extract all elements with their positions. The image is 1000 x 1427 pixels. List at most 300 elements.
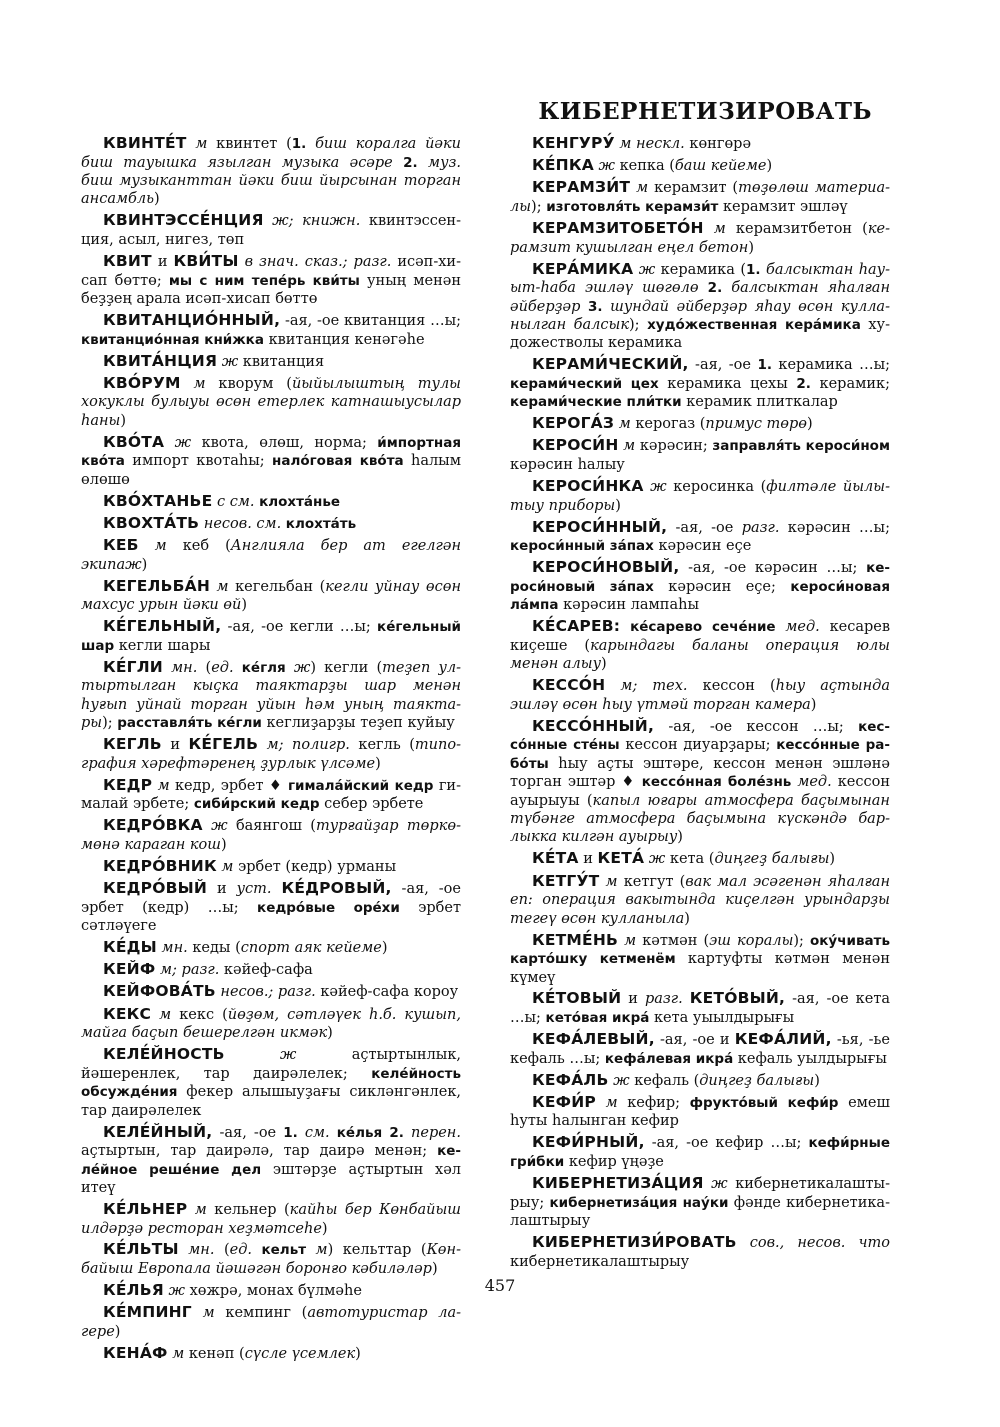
entry-text: кета уыылдырығы	[649, 1010, 795, 1027]
entry-text: кедр, эрбет ♦	[174, 777, 288, 794]
entry-text: Англияла бер ат егелгән экипаж	[81, 538, 461, 573]
dictionary-entry	[81, 134, 461, 209]
entry-text: балсыктан яһалған әйберҙәр	[510, 280, 890, 315]
entry-headword: КЕЙФ	[103, 960, 156, 979]
entry-headword: КЕФИ́РНЫЙ,	[532, 1133, 645, 1152]
entry-text: кегли уйнау өсөн махсус урын йәки өй	[81, 578, 461, 614]
dictionary-entry	[510, 260, 890, 353]
entry-headword: КЕССО́Н	[532, 676, 606, 695]
entry-text: (	[205, 659, 212, 676]
entry-text: кессон (	[702, 678, 776, 695]
entry-text: кефир үңәҙе	[564, 1154, 664, 1171]
entry-text: карындагы баланы операция юлы менән алыу	[510, 637, 890, 673]
entry-text: муз. биш музыканттан йәки биш йырсынан торган ансамбль	[81, 154, 461, 208]
page-number: 457	[484, 1276, 516, 1295]
entry-text: худо́жественная кера́мика	[647, 316, 861, 333]
dictionary-entry	[510, 558, 890, 614]
entry-headword: КЕ́ЛЬНЕР	[103, 1199, 188, 1218]
entry-text: сүсле үсемлек	[244, 1345, 356, 1362]
entry-text: кероси́нный за́пах	[510, 538, 654, 555]
dictionary-entry	[81, 617, 461, 655]
entry-text: художестволы керамика	[510, 316, 890, 352]
entry-headword: КЕРОСИ́НКА	[532, 477, 644, 496]
dictionary-entry	[81, 1045, 461, 1120]
entry-text: ед.	[211, 659, 242, 676]
entry-headword: КЕ́ДРОВЫЙ,	[281, 879, 392, 898]
entry-text: м нескл.	[614, 136, 690, 152]
entry-text: кекс (	[179, 1006, 228, 1023]
entry-headword: КВО́ХТАНЬЕ	[103, 491, 213, 510]
entry-text: ) кельттар (	[327, 1242, 427, 1259]
entry-text: )	[615, 497, 621, 514]
entry-headword: КВИТА́НЦИЯ	[103, 351, 218, 370]
entry-text: керами́ческий цех	[510, 375, 659, 392]
entry-text: исәп-хисап бөттө;	[81, 253, 461, 289]
dictionary-entry	[510, 1174, 890, 1230]
dictionary-entry	[81, 658, 461, 733]
entry-text: -ая, -ое кегли …ы;	[221, 619, 378, 636]
dictionary-entry	[510, 989, 890, 1027]
dictionary-entry	[510, 1030, 890, 1068]
entry-headword: КЕДРО́ВЫЙ	[103, 879, 208, 898]
entry-text: ж	[633, 261, 661, 278]
entry-text: теҙеп ултыртылган кыҫка таяктарҙы шар менән һуғып уйнай торган уйын һәм уның таяктары	[81, 659, 462, 732]
dictionary-entry	[510, 1071, 890, 1091]
entry-text: керамзит (	[654, 180, 739, 197]
entry-headword: КЕ́ТА	[532, 849, 579, 868]
entry-text: Көнбайыш Европала йәшәгән боронғо кәбиләләр	[81, 1242, 461, 1278]
dictionary-entry	[510, 477, 890, 515]
entry-text: )	[814, 1072, 820, 1089]
entry-headword: КЕДР	[103, 775, 153, 794]
entry-text: квинтет (	[216, 136, 292, 152]
dictionary-entry	[510, 436, 890, 474]
entry-text: кегельбан (	[235, 578, 326, 595]
entry-text: фрукто́вый кефи́р	[689, 1094, 839, 1111]
entry-text: м; полигр.	[258, 737, 359, 754]
entry-text: уст.	[236, 881, 282, 898]
entry-text: и	[151, 253, 174, 270]
entry-text: клохта́нье	[259, 493, 341, 510]
entry-headword: КЕТГУ́Т	[532, 871, 600, 890]
entry-text: автотуристар лагере	[81, 1305, 461, 1340]
right-column	[510, 134, 890, 1274]
entry-text: )	[120, 412, 127, 429]
dictionary-entry	[510, 1233, 890, 1271]
dictionary-entry	[510, 355, 890, 411]
dictionary-entry	[510, 134, 890, 154]
entry-text: йөҙөм, сәтләүек һ.б. кушып, майга баҫып бешерелгән икмәк	[81, 1006, 461, 1042]
entry-text: кефа́левая икра́	[604, 1050, 734, 1067]
entry-text: кәрәсин еҫе	[653, 538, 752, 555]
entry-text: )	[381, 940, 388, 957]
entry-text: керогаз (	[635, 416, 706, 433]
entry-text: м	[614, 416, 636, 433]
entry-headword: КЕРАМИ́ЧЕСКИЙ,	[532, 355, 689, 374]
dictionary-entry	[81, 311, 461, 349]
entry-headword: КЕЛЕ́ЙНОСТЬ	[103, 1045, 225, 1064]
entry-text: кәрәсин еҫе;	[653, 578, 791, 595]
entry-text: кельнер (	[214, 1201, 290, 1218]
dictionary-entry	[81, 1344, 461, 1364]
entry-text: керами́ческие пли́тки	[510, 394, 682, 411]
entry-text: )	[355, 1345, 361, 1362]
entry-text: )	[141, 556, 148, 573]
entry-text: м; разг.	[155, 962, 224, 979]
dictionary-entry	[81, 879, 461, 935]
entry-headword: КВИНТЕ́Т	[103, 134, 187, 152]
entry-text: һыу аҫтында эшләү өсөн һыу үтмәй торган камера	[510, 678, 890, 713]
entry-text: м	[599, 873, 624, 890]
entry-text: )	[114, 1323, 121, 1340]
entry-headword: КЕРАМЗИ́Т	[532, 178, 631, 197]
entry-text: аҫтыртын, тар даирәлә, тар даирә менән;	[81, 1143, 438, 1160]
entry-headword: КЕФИ́Р	[532, 1092, 596, 1111]
entry-headword: КВИНТЭССЕ́НЦИЯ	[103, 211, 264, 230]
entry-text: сов., несов. что	[736, 1234, 890, 1251]
entry-text: и́мпортная кво́та	[81, 434, 461, 470]
dictionary-entry	[81, 1005, 461, 1043]
entry-text: кероси́новая ла́мпа	[510, 578, 890, 614]
entry-text: һалым өлөшө	[81, 453, 461, 488]
entry-text: көнгөрә	[689, 136, 752, 152]
entry-text: -ая, -ое кәрәсин …ы;	[679, 560, 867, 577]
dictionary-entry	[81, 492, 461, 512]
entry-text: -ая, -ое	[212, 1124, 284, 1141]
dictionary-entry	[81, 514, 461, 534]
entry-text: )	[748, 239, 755, 256]
entry-text: примус төрө	[705, 416, 808, 433]
entry-text: (	[223, 1242, 230, 1259]
entry-text: ж	[202, 818, 236, 835]
entry-text: ж	[608, 1072, 635, 1089]
entry-text: фәнде кибернетикалаштырыу	[510, 1194, 890, 1230]
entry-text: нало́говая кво́та	[272, 453, 404, 470]
entry-headword: КЕРОГА́З	[532, 414, 615, 433]
entry-text: диңгеҙ балығы	[714, 851, 830, 868]
entry-headword: КЕГЛЬ	[103, 735, 162, 754]
dictionary-entry	[510, 178, 890, 216]
entry-text: мн.	[178, 1242, 224, 1259]
dictionary-entry	[510, 676, 890, 714]
entry-text: )	[153, 191, 160, 208]
entry-text: 3.	[588, 298, 603, 315]
entry-text: )	[321, 1220, 328, 1237]
entry-text: )	[766, 158, 773, 175]
entry-text: кәрәсин һалыу	[510, 457, 625, 474]
entry-text: )	[601, 656, 607, 673]
entry-text: капыл юғары атмосфера баҫымынан түбәнге атмосфера баҫымына күскәндә барлыкка килгән ауырыу	[510, 792, 890, 846]
entry-text: м	[210, 578, 236, 595]
entry-text: 1.	[746, 261, 761, 278]
entry-text: кессон ауырыуы (	[510, 774, 890, 809]
entry-text: келе́йность обсужде́ния	[81, 1065, 461, 1101]
entry-text: мн.	[162, 659, 206, 676]
dictionary-entry	[510, 931, 890, 987]
entry-text: мы с ним тепе́рь кви́ты	[168, 272, 360, 289]
entry-text: м	[216, 858, 239, 875]
entry-text: )	[810, 696, 817, 713]
dictionary-entry	[81, 960, 461, 980]
entry-text: кеды (	[192, 940, 241, 957]
entry-text: квота, өлөш, норма;	[201, 434, 378, 451]
entry-text: 1.	[291, 136, 307, 152]
entry-headword: КЕ́ДЫ	[103, 938, 157, 957]
entry-headword: КЕРАМЗИТОБЕТО́Н	[532, 218, 704, 237]
entry-text: квитанция	[242, 353, 325, 370]
entry-text: керосинка (	[673, 479, 767, 496]
entry-headword: КЕ́САРЕВ:	[532, 617, 621, 636]
entry-text: м	[306, 1242, 328, 1259]
entry-text: керамика …ы;	[771, 357, 890, 374]
entry-headword: КВИТ	[103, 251, 152, 270]
entry-text: кесарев киҫеше (	[510, 619, 891, 654]
entry-text: несов.; разг.	[215, 984, 321, 1001]
entry-headword: КИБЕРНЕТИЗИ́РОВАТЬ	[532, 1232, 737, 1251]
entry-headword: КЕРОСИ́Н	[532, 436, 619, 455]
entry-text: м	[187, 1201, 215, 1218]
entry-text: -ая, -ое и	[654, 1032, 735, 1049]
entry-text: см.	[297, 1124, 337, 1141]
entry-text: );	[531, 199, 547, 216]
entry-text: эш коралы	[709, 932, 794, 949]
entry-text: турғайҙар төркөмөнә караган кош	[81, 818, 461, 853]
dictionary-entry	[81, 352, 461, 372]
entry-text: м	[180, 375, 219, 392]
entry-text: м	[151, 1006, 180, 1023]
entry-text: м	[167, 1345, 189, 1362]
entry-text: кегли шары	[114, 637, 211, 654]
entry-text: м	[138, 538, 183, 555]
entry-text: -ая, -ое кессон …ы;	[654, 718, 859, 735]
entry-text: кеб (	[182, 538, 231, 555]
entry-text: кессо́нные сте́ны	[510, 718, 890, 754]
entry-headword: КЕДРО́ВКА	[103, 816, 203, 835]
entry-text: һыу аҫты эштәре, кессон менән эшләнә торган эштәр ♦	[510, 755, 890, 791]
entry-text: ж	[285, 659, 311, 676]
dictionary-entry	[81, 374, 461, 430]
entry-text: м	[186, 136, 217, 152]
entry-text: типография хәрефтәренең ҙурлык үлсәме	[81, 737, 461, 772]
entry-text: )	[684, 910, 690, 927]
entry-text: )	[677, 829, 683, 846]
entry-text: )	[807, 416, 813, 433]
entry-headword: КЕЛЕ́ЙНЫЙ,	[103, 1122, 213, 1141]
entry-text: спорт аяк кейеме	[240, 940, 382, 957]
entry-text: кәйеф-сафа	[223, 962, 313, 979]
entry-headword: КЕ́МПИНГ	[103, 1303, 192, 1322]
entry-text: эрбет сәтләүеге	[81, 899, 461, 935]
entry-text: кәрәсин …ы;	[787, 519, 890, 536]
entry-headword: КЕКС	[103, 1004, 152, 1023]
entry-text: и	[621, 991, 645, 1008]
entry-text: кайһы бер Көнбайыш илдәрҙә ресторан хеҙмәтсеһе	[81, 1201, 461, 1237]
entry-text: себер эрбете	[319, 796, 424, 813]
entry-headword: КЕССО́ННЫЙ,	[532, 716, 655, 735]
entry-text: керамик;	[810, 375, 891, 392]
entry-text: 2.	[707, 280, 723, 297]
entry-text: перен.	[403, 1124, 461, 1141]
entry-text: разг.	[644, 991, 690, 1008]
entry-headword: КЕТМЕ́НЬ	[532, 930, 619, 949]
dictionary-entry	[81, 1303, 461, 1341]
dictionary-entry	[81, 577, 461, 615]
dictionary-entry	[510, 617, 890, 673]
dictionary-entry	[81, 938, 461, 958]
dictionary-entry	[81, 776, 461, 814]
entry-text: -ая, -ое квитанция …ы;	[280, 312, 461, 329]
entry-text: ке́лья 2.	[336, 1124, 404, 1141]
entry-text: )	[220, 836, 227, 853]
entry-headword: КЕДРО́ВНИК	[103, 856, 217, 875]
entry-text: баянгош (	[235, 818, 316, 835]
dictionary-entry	[510, 872, 890, 928]
entry-text: с см.	[212, 493, 260, 510]
entry-text: 2.	[403, 154, 418, 171]
entry-text: несов. см.	[199, 515, 286, 532]
entry-text: кефи́рные гри́бки	[510, 1135, 890, 1171]
entry-text: фекер алышыуҙағы сикләнгәнлек, тар даирәлелек	[81, 1084, 461, 1119]
entry-text: ке́сарево сече́ние	[620, 619, 776, 636]
entry-text: ед.	[229, 1242, 262, 1259]
entry-text: )	[327, 1025, 333, 1042]
entry-text: кемпинг (	[225, 1305, 308, 1322]
entry-text: кепка (	[619, 158, 675, 175]
dictionary-entry	[81, 1240, 461, 1278]
entry-text: -ая, -ое	[667, 519, 742, 536]
entry-text: уның менән беҙҙең арала исәп-хисап бөттө	[81, 272, 461, 308]
entry-text: емеш һуты һалынган кефир	[510, 1094, 890, 1130]
entry-text: заправля́ть кероси́ном	[712, 438, 890, 455]
entry-headword: КЕФА́ЛЕВЫЙ,	[532, 1030, 655, 1049]
entry-headword: КЕ́ПКА	[532, 156, 594, 175]
dictionary-entry	[510, 717, 890, 847]
entry-text: кессо́нные рабо́ты	[510, 737, 891, 772]
entry-headword: КВО́ТА	[103, 432, 165, 451]
entry-text: в знач. сказ.; разг.	[238, 253, 398, 270]
entry-text: кәрәсин лампаһы	[558, 597, 699, 614]
entry-text: керамик плиткалар	[681, 394, 838, 411]
entry-headword: КЕНГУРУ́	[532, 134, 615, 152]
entry-text: -ья, -ье кефаль …ы;	[510, 1032, 890, 1067]
entry-text: разг.	[741, 519, 788, 536]
entry-text: квитанция кенәгәһе	[263, 331, 425, 348]
entry-text: м	[703, 220, 736, 237]
entry-text: );	[102, 715, 118, 732]
entry-headword: КЕНА́Ф	[103, 1343, 168, 1362]
entry-text: ж	[703, 1175, 736, 1192]
entry-headword: КЕФА́ЛИЙ,	[734, 1030, 832, 1049]
entry-text: ) кегли (	[310, 659, 383, 676]
entry-text: кибернетиза́ция нау́ки	[549, 1194, 729, 1211]
entry-text: гимала́йский кедр	[287, 777, 434, 794]
entry-text: хөжрә, монах бүлмәһе	[189, 1283, 362, 1300]
dictionary-entry	[510, 1133, 890, 1171]
entry-text: келе́йное реше́ние дел	[81, 1143, 461, 1178]
entry-text: мед.	[791, 774, 838, 791]
entry-text: мн.	[156, 940, 193, 957]
entry-text: керамзитбетон (	[735, 220, 868, 237]
entry-text: балсыктан һауыт-һаба эшләү шөгөлө	[510, 261, 890, 297]
dictionary-entry	[81, 816, 461, 854]
entry-text: гималай эрбетe;	[81, 777, 461, 813]
entry-text: импорт квотаһы;	[124, 453, 273, 470]
entry-text: квитанцио́нная кни́жка	[81, 331, 264, 348]
entry-text: )	[829, 851, 836, 868]
entry-text: йыйылыштың тулы хокуклы булыуы өсөн етерлек катнашыусылар һаны	[81, 375, 461, 429]
entry-text: төҙөлөш материалы	[510, 180, 890, 216]
dictionary-entry	[81, 433, 461, 489]
entry-text: );	[628, 316, 648, 333]
entry-headword: КЕРОСИ́НОВЫЙ,	[532, 558, 680, 577]
entry-text: кероси́новый за́пах	[510, 560, 890, 595]
dictionary-entry	[81, 857, 461, 877]
entry-text: квинтэссенция, асыл, нигез, төп	[81, 213, 461, 249]
entry-headword: КЕ́ТОВЫЙ	[532, 989, 622, 1008]
entry-text: ж	[217, 353, 243, 370]
entry-text: вак мал эсәгенән яһалған еп: операция вакытында киҫелгән урындарҙы тегеү өсөн кулланыла	[510, 873, 890, 927]
dictionary-entry	[81, 1123, 461, 1198]
entry-text: -ая, -ое кефир …ы;	[644, 1135, 809, 1152]
entry-text: кенәп (	[188, 1345, 245, 1362]
entry-text: сиби́рский кедр	[193, 796, 320, 813]
entry-text: ке́гля	[241, 659, 286, 676]
entry-text: м	[618, 438, 640, 455]
entry-headword: КЕ́ЛЬЯ	[103, 1281, 164, 1300]
entry-headword: КВИТАНЦИО́ННЫЙ,	[103, 310, 281, 329]
entry-text: кефир;	[627, 1094, 690, 1111]
entry-text: 1.	[757, 357, 772, 374]
entry-headword: КЕ́ЛЬТЫ	[103, 1240, 179, 1259]
entry-text: -ая, -ое	[688, 357, 758, 374]
entry-headword: КЕТА́	[597, 849, 645, 868]
entry-text: ж	[164, 434, 202, 451]
dictionary-entry	[510, 219, 890, 257]
entry-text: и	[578, 851, 598, 868]
entry-text: и	[161, 737, 189, 754]
entry-text: мед.	[775, 619, 830, 636]
entry-headword: КЕФА́ЛЬ	[532, 1070, 609, 1089]
entry-text: кәтмән (	[642, 932, 710, 949]
entry-text: керамзит кушылган еңел бетон	[510, 220, 890, 256]
entry-headword: КВО́РУМ	[103, 373, 181, 392]
page-header: КИБЕРНЕТИЗИРОВАТЬ	[538, 98, 872, 125]
dictionary-entry	[81, 211, 461, 249]
entry-text: м	[152, 777, 175, 794]
dictionary-entry	[510, 849, 890, 869]
entry-text: шундай әйберҙәр яһау өсөн кулланылган балсык	[510, 298, 890, 333]
entry-text: клохта́ть	[285, 515, 357, 532]
entry-text: кельт	[261, 1242, 307, 1259]
dictionary-entry	[81, 1200, 461, 1238]
entry-text: ж; книжн.	[263, 213, 369, 230]
dictionary-entry	[81, 982, 461, 1002]
entry-headword: КЕ́ГЕЛЬ	[188, 735, 259, 754]
entry-text: м; тех.	[605, 678, 703, 695]
entry-headword: КЕ́ГЕЛЬНЫЙ,	[103, 617, 222, 636]
entry-text: м	[595, 1094, 628, 1111]
entry-text: ке́гельный шар	[81, 619, 461, 654]
entry-text: кефаль уылдырығы	[733, 1050, 887, 1067]
entry-text: филтәле йылытыу приборы	[510, 479, 890, 514]
entry-text: )	[241, 597, 248, 614]
entry-headword: КЕЙФОВА́ТЬ	[103, 982, 216, 1001]
entry-headword: КЕРА́МИКА	[532, 259, 634, 278]
entry-text: кегль (	[358, 737, 415, 754]
entry-text: кәрәсин;	[639, 438, 713, 455]
dictionary-entry	[81, 252, 461, 308]
entry-text: кеглиҙарҙы теҙеп куйыу	[261, 715, 455, 732]
